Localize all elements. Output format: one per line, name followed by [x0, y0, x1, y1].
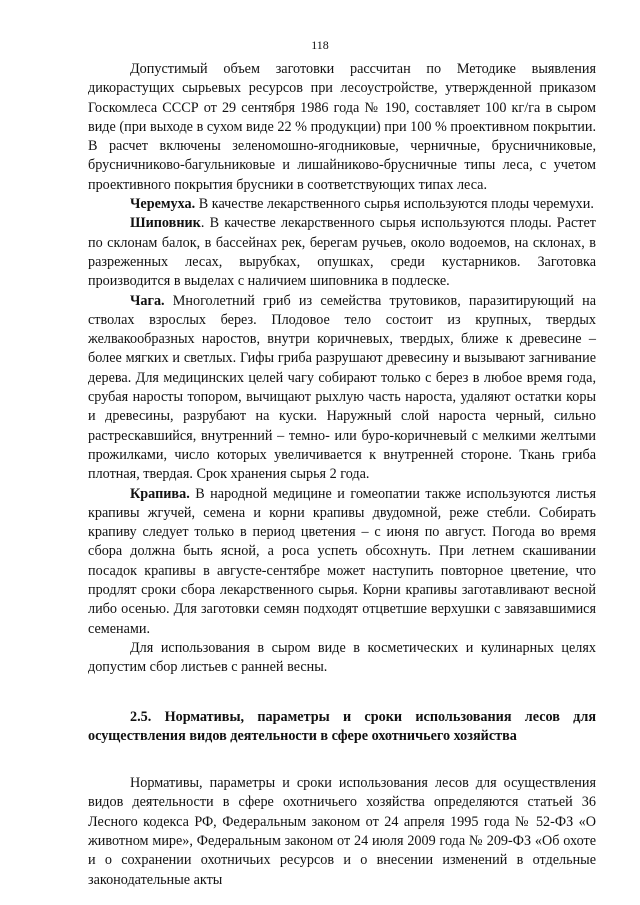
paragraph-chaga: [88, 292, 596, 485]
section-heading: 2.5. Нормативы, параметры и сроки использования лесов для осуществления видов деятельности в сфере охотничьего хозяйства: [88, 708, 596, 744]
page-content: [88, 60, 596, 890]
paragraph-raw-use: [88, 639, 596, 678]
paragraph-text: . В качестве лекарственного сырья используются плоды. Растет по склонам балок, в бассейнах рек, берегам ручьев, около водоемов, на склонах, в разреженных лесах, вырубках, опушках, среди кустарников. Заготовка производится в выделах с наличием шиповника в подлеске.: [88, 215, 596, 290]
paragraph-text: В качестве лекарственного сырья используются плоды черемухи.: [195, 196, 594, 213]
paragraph-text: В народной медицине и гомеопатии также используются листья крапивы жгучей, семена и корни крапивы двудомной, реже стебли. Собирать крапиву следует только в период цветения – с июня по август. Погода во время сбора должна быть ясной, а роса успеть обсохнуть. При летнем скашивании посадок крапивы в августе-сентябре может наступить повторное цветение, что продлят сроки сбора лекарственного сырья. Корни крапивы заготавливают весной либо осенью. Для заготовки семян подходят отцветшие верхушки с завязавшимися семенами.: [88, 485, 596, 637]
paragraph-term: Чага.: [130, 292, 165, 309]
paragraph-cheremukha: [88, 195, 596, 214]
section-body: Нормативы, параметры и сроки использования лесов для осуществления видов деятельности в сфере охотничьего хозяйства определяются статьей 36 Лесного кодекса РФ, Федеральным законом от 24 апреля 1995 года № 52-ФЗ «О животном мире», Федеральным законом от 24 июля 2009 года № 209-ФЗ «Об охоте и о сохранении охотничьих ресурсов и о внесении изменений в отдельные законодательные акты: [88, 775, 596, 888]
paragraph-term: Крапива.: [130, 485, 190, 502]
paragraph-harvest-volume: [88, 60, 596, 195]
paragraph-text: Для использования в сыром виде в косметических и кулинарных целях допустим сбор листьев с ранней весны.: [88, 639, 596, 676]
paragraph-text: Многолетний гриб из семейства трутовиков, паразитирующий на стволах взрослых берез. Плодовое тело состоит из крупных, твердых желвакообразных наростов, внутри коричневых, твердых, ближе к древесине – более мягких и светлых. Гифы гриба разрушают древесину и вызывают загнивание дерева. Для медицинских целей чагу собирают только с берез в любое время года, срубая наросты топором, вычищают рыхлую часть нароста, удаляют остатки коры и древесины, разрубают на куски. Наружный слой нароста черный, сильно растрескавшийся, внутренний – темно- или буро-коричневый с мелкими желтыми прожилками, число которых увеличивается к внутренней стороне. Ткань гриба плотная, твердая. Срок хранения сырья 2 года.: [88, 292, 596, 483]
paragraph-term: Шиповник: [130, 215, 201, 232]
paragraph-term: Черемуха.: [130, 196, 196, 213]
paragraph-shipovnik: [88, 214, 596, 291]
paragraph-text: Допустимый объем заготовки рассчитан по Методике выявления дикорастущих сырьевых ресурсов при лесоустройстве, утвержденной приказом Госкомлеса СССР от 29 сентября 1986 года № 190, составляет 100 кг/га в сыром виде (при выходе в сухом виде 22 % продукции) при 100 % проективном покрытии. В расчет включены зеленомошно-ягодниковые, черничные, брусничниковые, брусничниково-багульниковые и лишайниково-брусничные типы леса, с учетом проективного покрытия брусники в соответствующих типах леса.: [88, 61, 596, 193]
page-number: 118: [311, 38, 329, 52]
paragraph-krapiva: [88, 485, 596, 639]
